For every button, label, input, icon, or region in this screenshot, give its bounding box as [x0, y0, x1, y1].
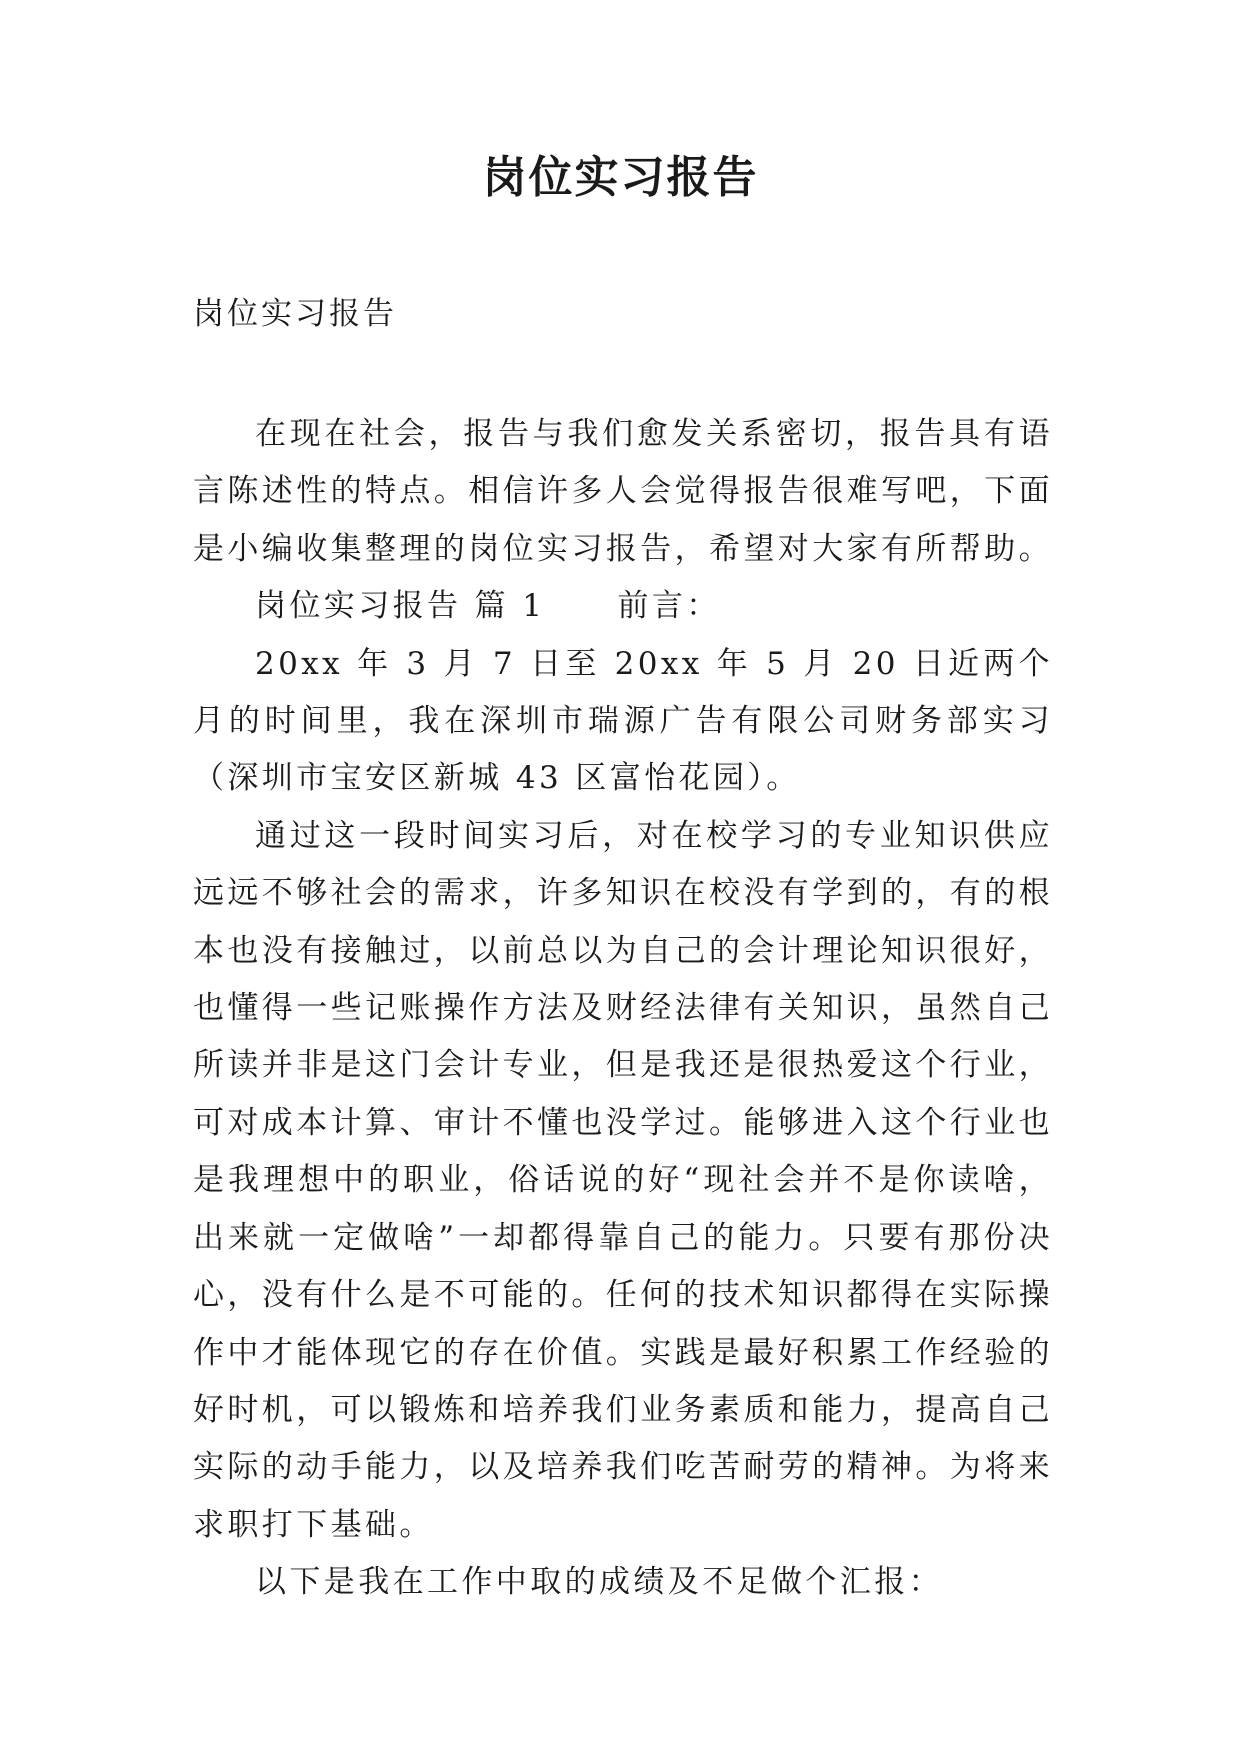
body-paragraph: 以下是我在工作中取的成绩及不足做个汇报： — [255, 1564, 943, 1601]
section-heading: 岗位实习报告 篇 1 — [255, 588, 546, 625]
document-subtitle: 岗位实习报告 — [193, 296, 397, 332]
body-paragraph: 通过这一段时间实习后，对在校学习的专业知识供应远远不够社会的需求，许多知识在校没有学到的，有的根本也没有接触过，以前总以为自己的会计理论知识很好，也懂得一些记账操作方法及财经法律有关知识，虽然自己所读并非是这门会计专业，但是我还是很热爱这个行业，可对成本计算、审计不懂也没学过。能够进入这个行业也是我理想中的职业，俗话说的好“现社会并不是你读啥，出来就一定做啥”一却都得靠自己的能力。只要有那份决心，没有什么是不可能的。任何的技术知识都得在实际操作中才能体现它的存在价值。实践是最好积累工作经验的好时机，可以锻炼和培养我们业务素质和能力，提高自己实际的动手能力，以及培养我们吃苦耐劳的精神。为将来求职打下基础。 — [193, 817, 1053, 1543]
body-paragraph: 20xx 年 3 月 7 日至 20xx 年 5 月 20 日近两个月的时间里，我在深圳市瑞源广告有限公司财务部实习（深圳市宝安区新城 43 区富怡花园）。 — [193, 645, 1053, 797]
document-body — [193, 406, 1053, 1612]
intro-paragraph: 在现在社会，报告与我们愈发关系密切，报告具有语言陈述性的特点。相信许多人会觉得报告很难写吧，下面是小编收集整理的岗位实习报告，希望对大家有所帮助。 — [193, 416, 1053, 567]
section-heading-line — [193, 578, 1053, 635]
document-title: 岗位实习报告 — [482, 152, 759, 203]
preface-label: 前言： — [617, 588, 721, 625]
